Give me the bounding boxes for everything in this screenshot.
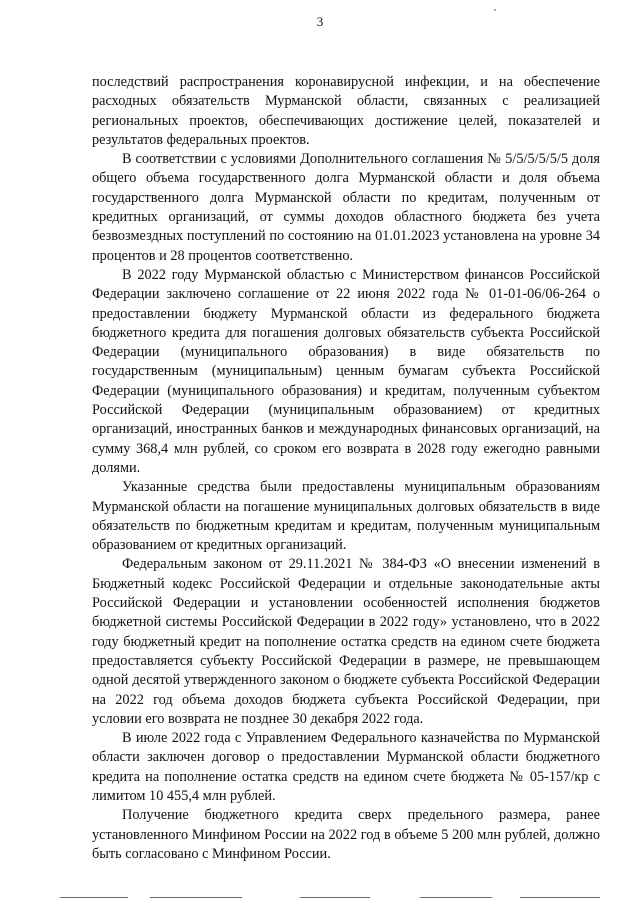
scan-line-mark [60, 897, 128, 898]
scan-line-mark [150, 897, 242, 898]
scan-line-mark [300, 897, 370, 898]
paragraph-minfin-agreement: В 2022 году Мурманской областью с Министерством финансов Российской Федерации заключено соглашение от 22 июня 2022 года № 01-01-06/06-264 о предоставлении бюджету Мурманской области из федерального бюджета бюджетного кредита для погашения долговых обязательств субъекта Российской Федерации (муниципального образования) в виде обязательств по государственным (муниципальным) ценным бумагам субъекта Российской Федерации (муниципального образования) и кредитам, полученным субъектом Российской Федерации (муниципальным образованием) от кредитных организаций, иностранных банков и международных финансовых организаций, на сумму 368,4 млн рублей, со сроком его возврата в 2028 году ежегодно равными долями. [92, 266, 600, 476]
paragraph-continuation: последствий распространения коронавирусной инфекции, и на обеспечение расходных обязательств Мурманской области, связанных с реализацией региональных проектов, обеспечивающих достижение целей, показателей и результатов федеральных проектов. [92, 74, 600, 148]
page-number: 3 [316, 14, 324, 29]
paragraph-federal-law: Федеральным законом от 29.11.2021 № 384-ФЗ «О внесении изменений в Бюджетный кодекс Российской Федерации и отдельные законодательные акты Российской Федерации и установлении особенностей исполнения бюджетов бюджетной системы Российской Федерации в 2022 году» установлено, что в 2022 году бюджетный кредит на пополнение остатка средств на едином счете бюджета предоставляется субъекту Российской Федерации в размере, не превышающем одной десятой утвержденного законом о бюджете субъекта Российской Федерации на 2022 год объема доходов бюджета субъекта Российской Федерации, при условии его возврата не позднее 30 декабря 2022 года. [92, 556, 600, 727]
paragraph-credit-approval: Получение бюджетного кредита сверх предельного размера, ранее установленного Минфином России на 2022 год в объеме 5 200 млн рублей, должно быть согласовано с Минфином России. [92, 807, 600, 862]
paragraph-municipal-funds: Указанные средства были предоставлены муниципальным образованиям Мурманской области на погашение муниципальных долговых обязательств в виде обязательств по бюджетным кредитам и кредитам, полученным муниципальным образованием от кредитных организаций. [92, 479, 600, 554]
paragraph-additional-agreement: В соответствии с условиями Дополнительного соглашения № 5/5/5/5/5/5 доля общего объема государственного долга Мурманской области и доля объема государственного долга Мурманской области по кредитам, полученным от кредитных организаций, от суммы доходов областного бюджета без учета безвозмездных поступлений по состоянию на 01.01.2023 установлена на уровне 34 процентов и 28 процентов соответственно. [92, 151, 600, 264]
document-body [92, 73, 600, 864]
scan-speck [494, 9, 496, 11]
scan-line-mark [420, 897, 492, 898]
scan-line-mark [520, 897, 600, 898]
paragraph-treasury-agreement: В июле 2022 года с Управлением Федерального казначейства по Мурманской области заключен договор о предоставлении Мурманской области бюджетного кредита на пополнение остатка средств на едином счете бюджета № 05-157/кр с лимитом 10 455,4 млн рублей. [92, 730, 600, 804]
